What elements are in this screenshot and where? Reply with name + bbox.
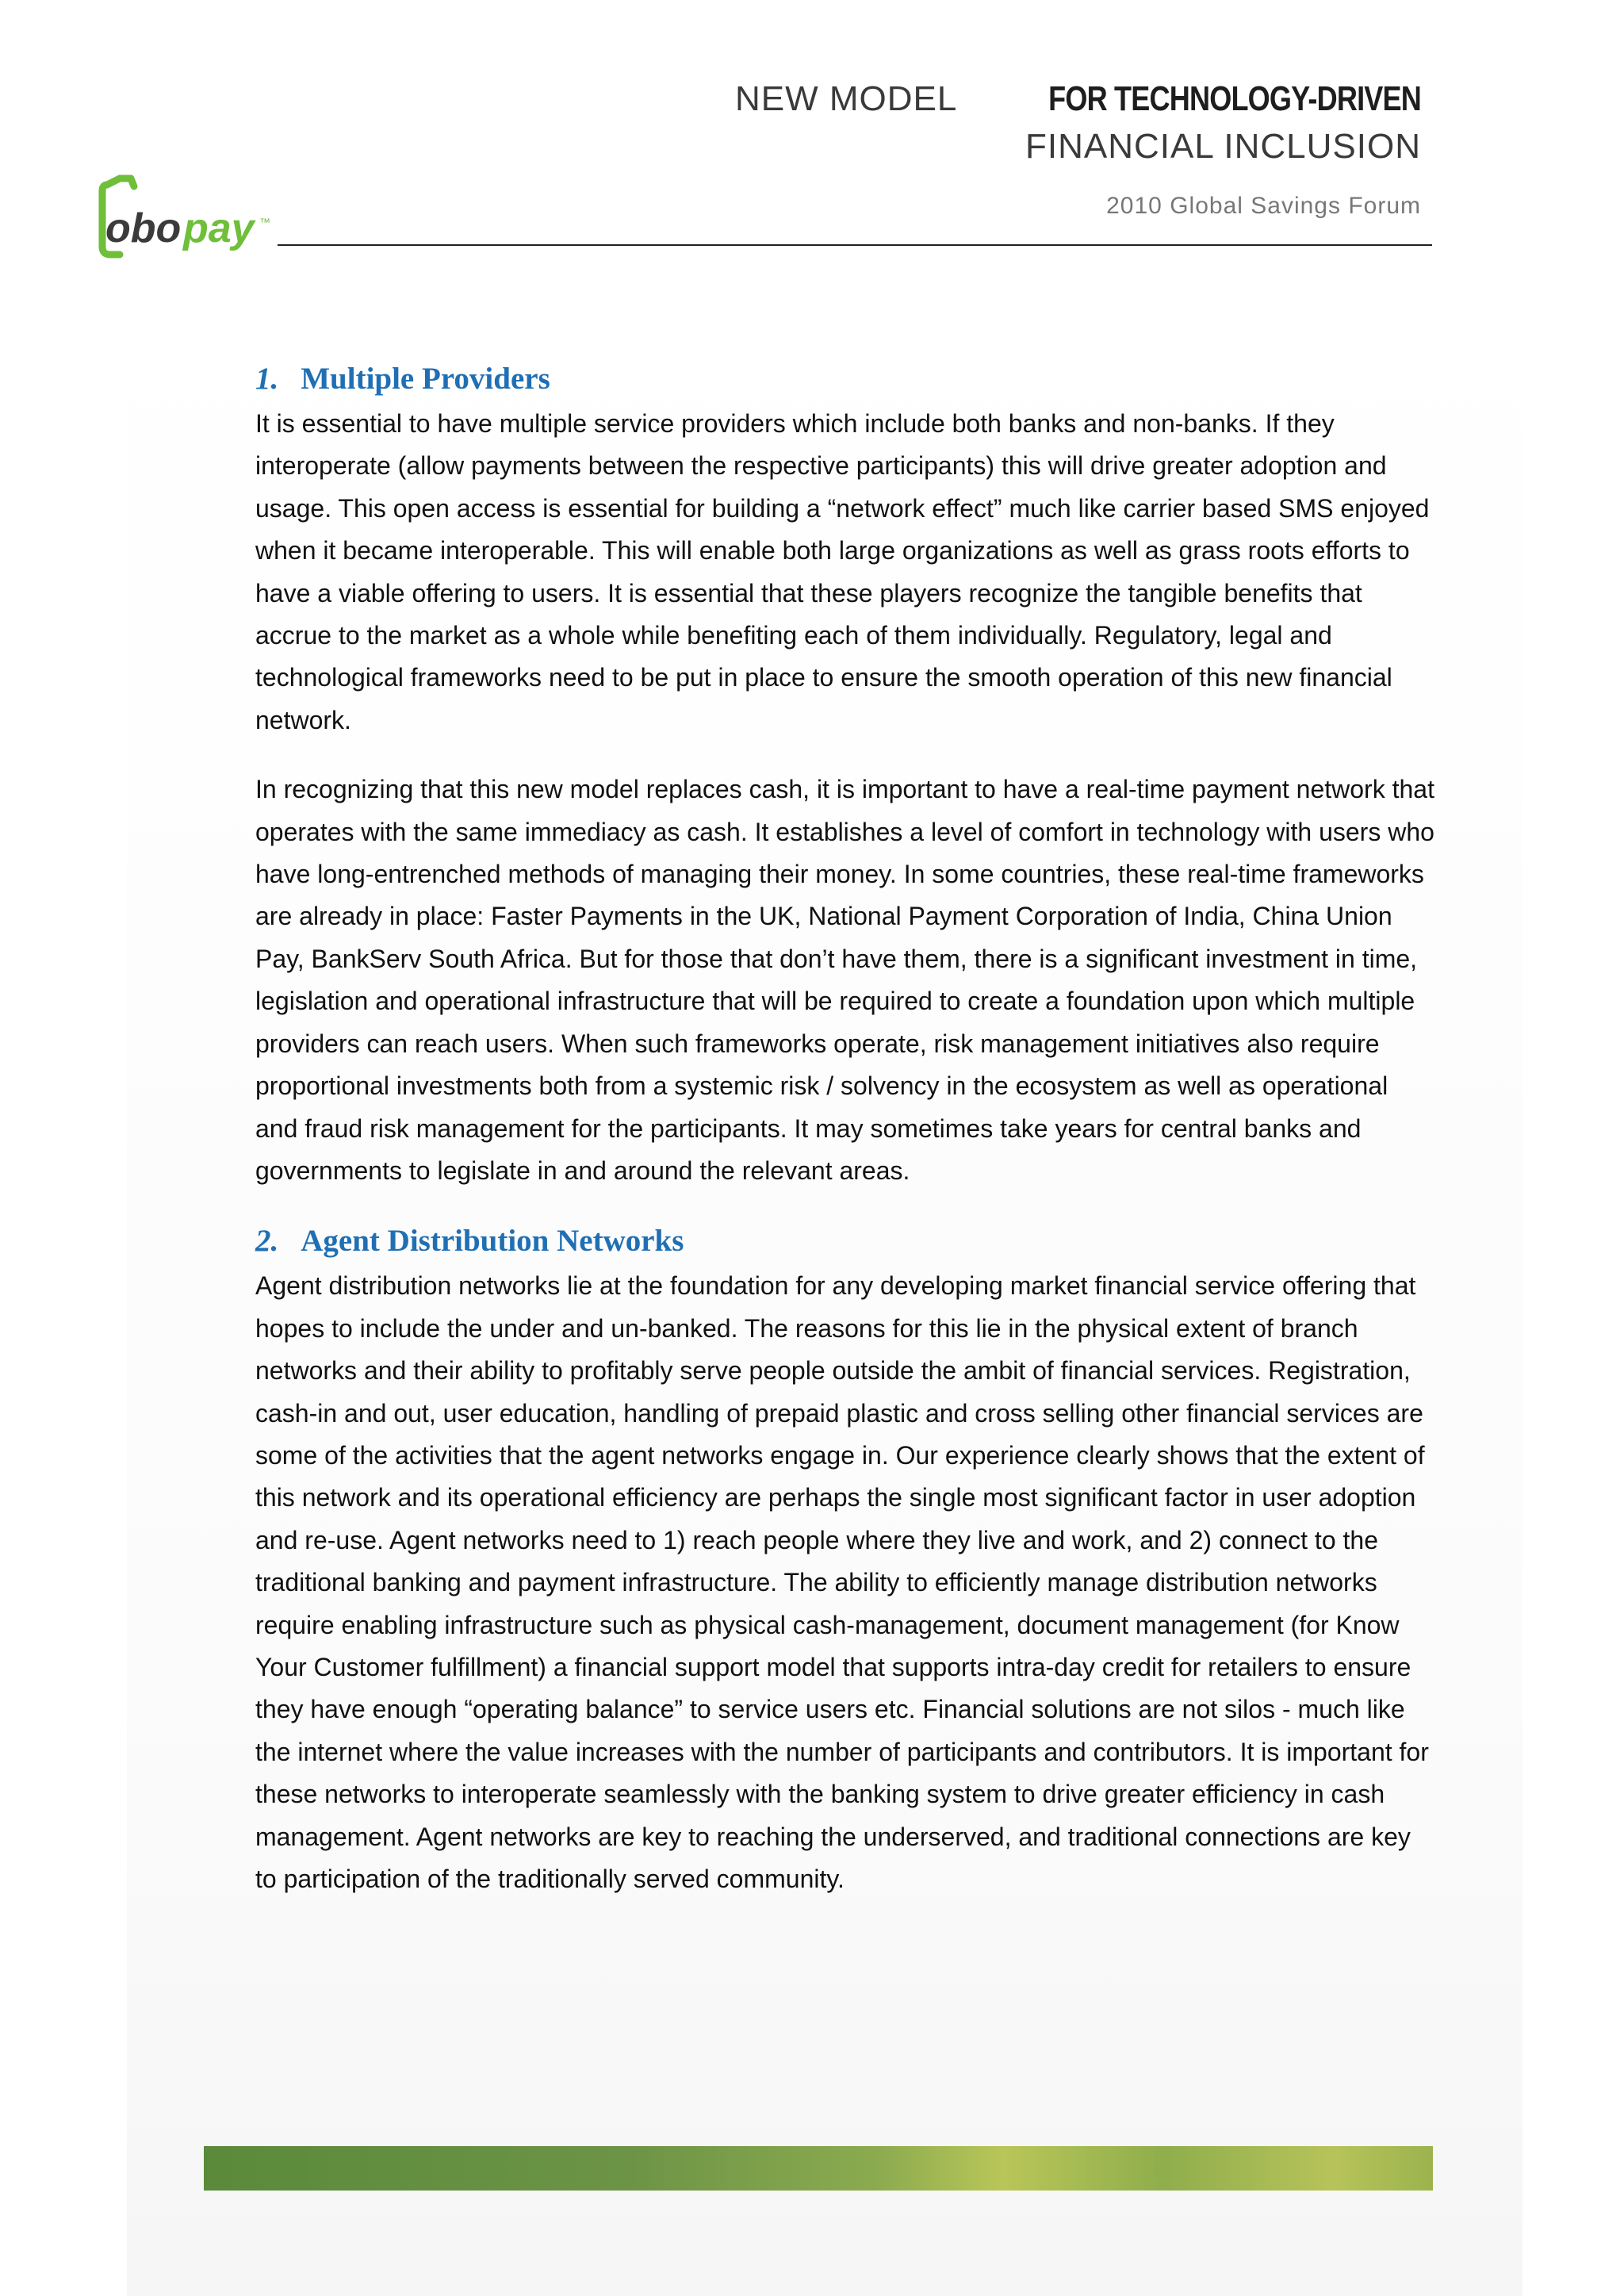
- footer-gradient-bar: [204, 2146, 1433, 2191]
- section-title: Agent Distribution Networks: [301, 1224, 684, 1259]
- header-subtitle: 2010 Global Savings Forum: [1106, 193, 1421, 219]
- section-number: 2.: [255, 1224, 279, 1259]
- header-title-light: NEW MODEL: [735, 79, 956, 118]
- section-number: 1.: [255, 362, 279, 396]
- paragraph: It is essential to have multiple service providers which include both banks and non-banks. If they interoperate (allow payments between the respective participants) this will drive greater adoption and usage. This open access is essential for building a “network effect” much like carrier based SMS enjoyed when it became interoperable. This will enable both large organizations as well as grass roots efforts to have a viable offering to users. It is essential that these players recognize the tangible benefits that accrue to the market as a whole while benefiting each of them individually. Regulatory, legal and technological frameworks need to be put in place to ensure the smooth operation of this new financial network.: [255, 409, 1430, 734]
- paragraph: In recognizing that this new model replaces cash, it is important to have a real-time payment network that operates with the same immediacy as cash. It establishes a level of comfort in technology with users who have long-entrenched methods of managing their money. In some countries, these real-time frameworks are already in place: Faster Payments in the UK, National Payment Corporation of India, China Union Pay, BankServ South Africa. But for those that don’t have them, there is a significant investment in time, legislation and operational infrastructure that will be required to create a foundation upon which multiple providers can reach users. When such frameworks operate, risk management initiatives also require proportional investments both from a systemic risk / solvency in the ecosystem as well as operational and fraud risk management for the participants. It may sometimes take years for central banks and governments to legislate in and around the relevant areas.: [255, 775, 1434, 1185]
- header-title-bold: FOR TECHNOLOGY-DRIVEN: [1048, 79, 1421, 118]
- header-divider: [278, 244, 1432, 246]
- obopay-logo: [83, 171, 282, 266]
- paragraph: Agent distribution networks lie at the foundation for any developing market financial service offering that hopes to include the under and un-banked. The reasons for this lie in the physical extent of branch networks and their ability to profitably serve people outside the ambit of financial services. Registration, cash-in and out, user education, handling of prepaid plastic and cross selling other financial services are some of the activities that the agent networks engage in. Our experience clearly shows that the extent of this network and its operational efficiency are perhaps the single most significant factor in user adoption and re-use. Agent networks need to 1) reach people where they live and work, and 2) connect to the traditional banking and payment infrastructure. The ability to efficiently manage distribution networks require enabling infrastructure such as physical cash-management, document management (for Know Your Customer fulfillment) a financial support model that supports intra-day credit for retailers to ensure they have enough “operating balance” to service users etc. Financial solutions are not silos - much like the internet where the value increases with the number of participants and contributors. It is important for these networks to interoperate seamlessly with the banking system to drive greater efficiency in cash management. Agent networks are key to reaching the underserved, and traditional connections are key to participation of the traditionally served community.: [255, 1271, 1429, 1893]
- header-title: [735, 79, 1421, 119]
- obopay-logo-icon: [83, 171, 282, 266]
- section-heading-multiple-providers: [255, 357, 1437, 401]
- svg-text:™: ™: [259, 216, 270, 228]
- section-title: Multiple Providers: [301, 362, 550, 396]
- document-body: [255, 357, 1437, 1927]
- svg-text:obo: obo: [105, 205, 182, 251]
- header-title-line2: FINANCIAL INCLUSION: [1025, 127, 1421, 166]
- svg-text:pay: pay: [183, 205, 255, 251]
- section-heading-agent-distribution-networks: [255, 1219, 1437, 1263]
